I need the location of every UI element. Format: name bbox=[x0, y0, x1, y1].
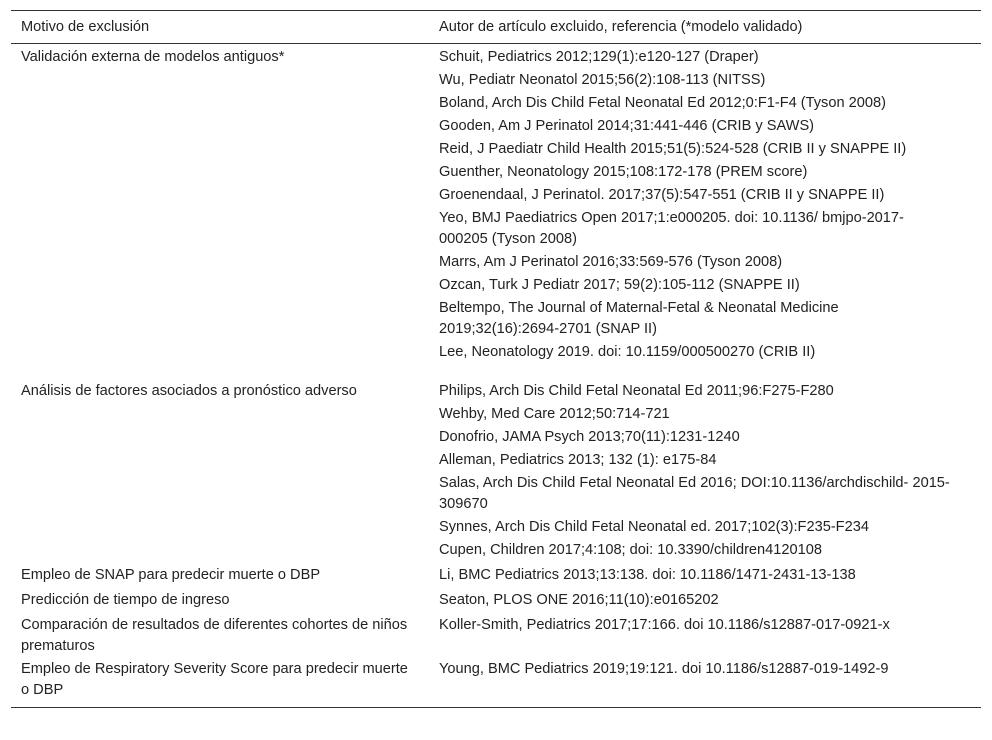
reason-cell bbox=[11, 657, 429, 708]
reason-text: Comparación de resultados de diferentes cohortes de niños prematuros bbox=[21, 617, 408, 654]
reference-item: Marrs, Am J Perinatol 2016;33:569-576 (Tyson 2008) bbox=[439, 254, 783, 270]
reference-item: Beltempo, The Journal of Maternal-Fetal & Neonatal Medicine 2019;32(16):2694-2701 (SNAP II) bbox=[439, 300, 839, 337]
exclusion-table-container bbox=[11, 10, 981, 708]
reason-cell bbox=[11, 563, 429, 588]
references-cell bbox=[429, 379, 981, 563]
references-cell bbox=[429, 588, 981, 613]
reference-item: Schuit, Pediatrics 2012;129(1):e120-127 (Draper) bbox=[439, 49, 759, 65]
table-row bbox=[11, 44, 981, 380]
reason-text: Validación externa de modelos antiguos* bbox=[21, 49, 285, 65]
reference-item: Cupen, Children 2017;4:108; doi: 10.3390/children4120108 bbox=[439, 542, 822, 558]
reference-item: Yeo, BMJ Paediatrics Open 2017;1:e000205. doi: 10.1136/ bmjpo-2017-000205 (Tyson 2008) bbox=[439, 210, 904, 247]
header-row bbox=[11, 11, 981, 44]
reason-cell bbox=[11, 44, 429, 380]
reason-text: Predicción de tiempo de ingreso bbox=[21, 592, 230, 608]
references-cell bbox=[429, 613, 981, 657]
table-row bbox=[11, 657, 981, 708]
reason-cell bbox=[11, 379, 429, 563]
table-row bbox=[11, 379, 981, 563]
references-cell bbox=[429, 44, 981, 380]
reference-item: Alleman, Pediatrics 2013; 132 (1): e175-84 bbox=[439, 452, 717, 468]
table-row bbox=[11, 563, 981, 588]
reference-item: Seaton, PLOS ONE 2016;11(10):e0165202 bbox=[439, 592, 719, 608]
reason-cell bbox=[11, 588, 429, 613]
reference-item: Philips, Arch Dis Child Fetal Neonatal Ed 2011;96:F275-F280 bbox=[439, 383, 834, 399]
reference-item: Wehby, Med Care 2012;50:714-721 bbox=[439, 406, 670, 422]
header-author: Autor de artículo excluido, referencia (*modelo validado) bbox=[429, 11, 981, 44]
header-reason: Motivo de exclusión bbox=[11, 11, 429, 44]
table-row bbox=[11, 613, 981, 657]
reference-item: Donofrio, JAMA Psych 2013;70(11):1231-1240 bbox=[439, 429, 740, 445]
references-cell bbox=[429, 563, 981, 588]
reference-item: Li, BMC Pediatrics 2013;13:138. doi: 10.1186/1471-2431-13-138 bbox=[439, 567, 856, 583]
reference-item: Ozcan, Turk J Pediatr 2017; 59(2):105-112 (SNAPPE II) bbox=[439, 277, 800, 293]
reference-item: Lee, Neonatology 2019. doi: 10.1159/000500270 (CRIB II) bbox=[439, 344, 816, 360]
table-body bbox=[11, 44, 981, 708]
reference-item: Guenther, Neonatology 2015;108:172-178 (PREM score) bbox=[439, 164, 808, 180]
reference-item: Reid, J Paediatr Child Health 2015;51(5):524-528 (CRIB II y SNAPPE II) bbox=[439, 141, 907, 157]
reference-item: Boland, Arch Dis Child Fetal Neonatal Ed 2012;0:F1-F4 (Tyson 2008) bbox=[439, 95, 886, 111]
reference-item: Gooden, Am J Perinatol 2014;31:441-446 (CRIB y SAWS) bbox=[439, 118, 815, 134]
reason-cell bbox=[11, 613, 429, 657]
references-cell bbox=[429, 657, 981, 708]
reference-item: Groenendaal, J Perinatol. 2017;37(5):547-551 (CRIB II y SNAPPE II) bbox=[439, 187, 885, 203]
exclusion-table bbox=[11, 10, 981, 708]
reference-item: Salas, Arch Dis Child Fetal Neonatal Ed 2016; DOI:10.1136/archdischild- 2015-309670 bbox=[439, 475, 950, 512]
reference-item: Koller-Smith, Pediatrics 2017;17:166. doi 10.1186/s12887-017-0921-x bbox=[439, 617, 890, 633]
reference-item: Synnes, Arch Dis Child Fetal Neonatal ed. 2017;102(3):F235-F234 bbox=[439, 519, 869, 535]
reference-item: Young, BMC Pediatrics 2019;19:121. doi 10.1186/s12887-019-1492-9 bbox=[439, 661, 889, 677]
reason-text: Análisis de factores asociados a pronóstico adverso bbox=[21, 383, 357, 399]
reference-item: Wu, Pediatr Neonatol 2015;56(2):108-113 (NITSS) bbox=[439, 72, 766, 88]
table-header bbox=[11, 11, 981, 44]
reason-text: Empleo de SNAP para predecir muerte o DBP bbox=[21, 567, 321, 583]
table-row bbox=[11, 588, 981, 613]
reason-text: Empleo de Respiratory Severity Score para predecir muerte o DBP bbox=[21, 661, 408, 698]
